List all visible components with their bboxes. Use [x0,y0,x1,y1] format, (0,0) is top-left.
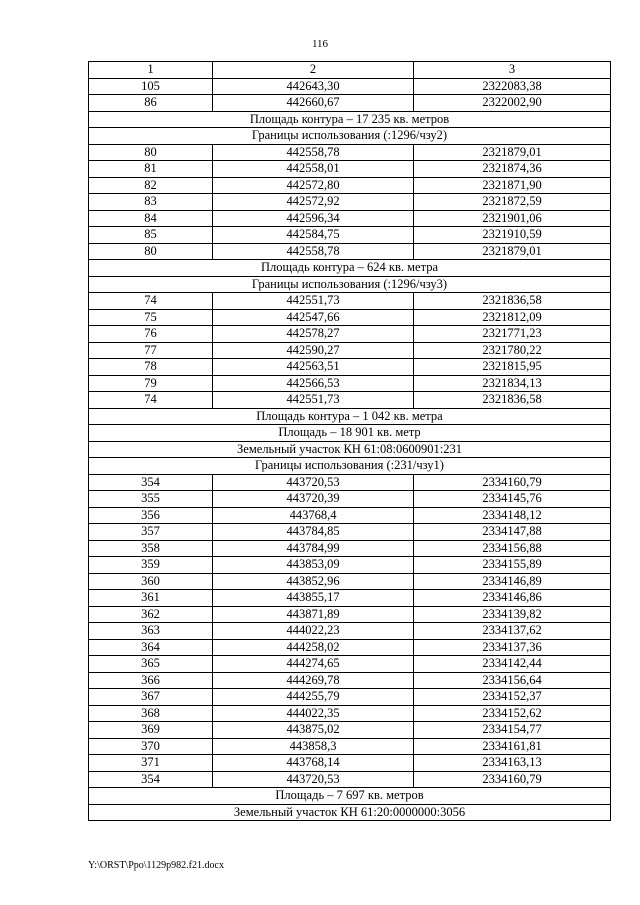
point-number-cell: 83 [89,194,213,211]
y-coordinate-cell: 2334137,36 [414,639,611,656]
y-coordinate-cell: 2321874,36 [414,161,611,178]
point-number-cell: 78 [89,359,213,376]
point-number-cell: 77 [89,342,213,359]
y-coordinate-cell: 2321871,90 [414,177,611,194]
x-coordinate-cell: 442660,67 [213,95,414,112]
y-coordinate-cell: 2334155,89 [414,557,611,574]
y-coordinate-cell: 2334154,77 [414,722,611,739]
x-coordinate-cell: 442558,78 [213,144,414,161]
y-coordinate-cell: 2321910,59 [414,227,611,244]
point-number-cell: 105 [89,78,213,95]
x-coordinate-cell: 442547,66 [213,309,414,326]
table-row [89,293,611,310]
table-row [89,243,611,260]
point-number-cell: 354 [89,771,213,788]
header-cell-3: 3 [414,62,611,79]
y-coordinate-cell: 2334142,44 [414,656,611,673]
header-cell-2: 2 [213,62,414,79]
table-row [89,656,611,673]
point-number-cell: 360 [89,573,213,590]
y-coordinate-cell: 2334147,88 [414,524,611,541]
table-row [89,540,611,557]
table-row [89,491,611,508]
x-coordinate-cell: 442643,30 [213,78,414,95]
point-number-cell: 363 [89,623,213,640]
summary-cell: Площадь контура – 624 кв. метра [89,260,611,277]
x-coordinate-cell: 443720,53 [213,474,414,491]
y-coordinate-cell: 2334145,76 [414,491,611,508]
summary-cell-row [89,788,611,805]
table-row [89,342,611,359]
point-number-cell: 79 [89,375,213,392]
x-coordinate-cell: 442566,53 [213,375,414,392]
summary-cell-row [89,260,611,277]
point-number-cell: 371 [89,755,213,772]
x-coordinate-cell: 443784,99 [213,540,414,557]
point-number-cell: 357 [89,524,213,541]
table-row [89,557,611,574]
x-coordinate-cell: 443875,02 [213,722,414,739]
y-coordinate-cell: 2334160,79 [414,474,611,491]
table-header-row [89,62,611,79]
point-number-cell: 81 [89,161,213,178]
table-row [89,210,611,227]
table-row [89,227,611,244]
y-coordinate-cell: 2321836,58 [414,293,611,310]
file-path-footer: Y:\ORST\Ppo\1129p982.f21.docx [88,860,224,871]
summary-cell: Земельный участок КН 61:20:0000000:3056 [89,804,611,821]
y-coordinate-cell: 2334148,12 [414,507,611,524]
x-coordinate-cell: 444022,35 [213,705,414,722]
y-coordinate-cell: 2321879,01 [414,243,611,260]
table-row [89,639,611,656]
y-coordinate-cell: 2321771,23 [414,326,611,343]
point-number-cell: 86 [89,95,213,112]
header-cell-1: 1 [89,62,213,79]
x-coordinate-cell: 444022,23 [213,623,414,640]
y-coordinate-cell: 2321815,95 [414,359,611,376]
point-number-cell: 74 [89,293,213,310]
y-coordinate-cell: 2334156,88 [414,540,611,557]
x-coordinate-cell: 442551,73 [213,392,414,409]
point-number-cell: 354 [89,474,213,491]
table-row [89,722,611,739]
summary-cell: Земельный участок КН 61:08:0600901:231 [89,441,611,458]
y-coordinate-cell: 2321780,22 [414,342,611,359]
point-number-cell: 75 [89,309,213,326]
x-coordinate-cell: 443784,85 [213,524,414,541]
x-coordinate-cell: 443858,3 [213,738,414,755]
table-row [89,672,611,689]
point-number-cell: 361 [89,590,213,607]
x-coordinate-cell: 443768,4 [213,507,414,524]
y-coordinate-cell: 2334139,82 [414,606,611,623]
y-coordinate-cell: 2334152,62 [414,705,611,722]
y-coordinate-cell: 2321901,06 [414,210,611,227]
table-row [89,474,611,491]
y-coordinate-cell: 2334137,62 [414,623,611,640]
section-title-row [89,128,611,145]
section-title-row [89,458,611,475]
section-title-row [89,276,611,293]
x-coordinate-cell: 444258,02 [213,639,414,656]
y-coordinate-cell: 2334152,37 [414,689,611,706]
x-coordinate-cell: 443768,14 [213,755,414,772]
point-number-cell: 80 [89,243,213,260]
y-coordinate-cell: 2321812,09 [414,309,611,326]
table-row [89,606,611,623]
table-row [89,309,611,326]
table-row [89,392,611,409]
table-row [89,590,611,607]
page-number: 116 [311,38,329,50]
point-number-cell: 366 [89,672,213,689]
x-coordinate-cell: 443853,09 [213,557,414,574]
point-number-cell: 74 [89,392,213,409]
table-row [89,623,611,640]
x-coordinate-cell: 442558,01 [213,161,414,178]
point-number-cell: 364 [89,639,213,656]
x-coordinate-cell: 442551,73 [213,293,414,310]
table-row [89,359,611,376]
x-coordinate-cell: 443871,89 [213,606,414,623]
x-coordinate-cell: 444274,65 [213,656,414,673]
summary-cell: Площадь – 7 697 кв. метров [89,788,611,805]
x-coordinate-cell: 442590,27 [213,342,414,359]
summary-cell-row [89,441,611,458]
point-number-cell: 367 [89,689,213,706]
table-row [89,771,611,788]
y-coordinate-cell: 2321836,58 [414,392,611,409]
table-row [89,689,611,706]
x-coordinate-cell: 442578,27 [213,326,414,343]
table-row [89,144,611,161]
y-coordinate-cell: 2334161,81 [414,738,611,755]
point-number-cell: 359 [89,557,213,574]
summary-cell: Площадь – 18 901 кв. метр [89,425,611,442]
x-coordinate-cell: 444269,78 [213,672,414,689]
table-row [89,755,611,772]
x-coordinate-cell: 442596,34 [213,210,414,227]
table-row [89,194,611,211]
y-coordinate-cell: 2321879,01 [414,144,611,161]
x-coordinate-cell: 443720,53 [213,771,414,788]
x-coordinate-cell: 443720,39 [213,491,414,508]
summary-cell-row [89,111,611,128]
y-coordinate-cell: 2334163,13 [414,755,611,772]
x-coordinate-cell: 444255,79 [213,689,414,706]
point-number-cell: 365 [89,656,213,673]
section-title: Границы использования (:1296/чзу3) [89,276,611,293]
y-coordinate-cell: 2334160,79 [414,771,611,788]
point-number-cell: 85 [89,227,213,244]
summary-cell-row [89,408,611,425]
point-number-cell: 356 [89,507,213,524]
table-row [89,524,611,541]
point-number-cell: 76 [89,326,213,343]
summary-cell: Площадь контура – 17 235 кв. метров [89,111,611,128]
y-coordinate-cell: 2321834,13 [414,375,611,392]
table-row [89,326,611,343]
table-row [89,177,611,194]
y-coordinate-cell: 2321872,59 [414,194,611,211]
point-number-cell: 368 [89,705,213,722]
x-coordinate-cell: 442558,78 [213,243,414,260]
x-coordinate-cell: 442572,80 [213,177,414,194]
summary-cell: Площадь контура – 1 042 кв. метра [89,408,611,425]
coordinates-table [88,61,611,821]
section-title: Границы использования (:1296/чзу2) [89,128,611,145]
table-row [89,507,611,524]
point-number-cell: 362 [89,606,213,623]
point-number-cell: 358 [89,540,213,557]
point-number-cell: 369 [89,722,213,739]
x-coordinate-cell: 442563,51 [213,359,414,376]
y-coordinate-cell: 2334146,89 [414,573,611,590]
x-coordinate-cell: 442572,92 [213,194,414,211]
summary-cell-row [89,804,611,821]
coordinates-table-body [89,62,611,821]
y-coordinate-cell: 2334146,86 [414,590,611,607]
table-row [89,375,611,392]
table-row [89,705,611,722]
table-row [89,738,611,755]
section-title: Границы использования (:231/чзу1) [89,458,611,475]
x-coordinate-cell: 443852,96 [213,573,414,590]
table-row [89,78,611,95]
point-number-cell: 370 [89,738,213,755]
table-row [89,95,611,112]
y-coordinate-cell: 2334156,64 [414,672,611,689]
point-number-cell: 84 [89,210,213,227]
point-number-cell: 80 [89,144,213,161]
point-number-cell: 82 [89,177,213,194]
x-coordinate-cell: 442584,75 [213,227,414,244]
summary-cell-row [89,425,611,442]
x-coordinate-cell: 443855,17 [213,590,414,607]
point-number-cell: 355 [89,491,213,508]
y-coordinate-cell: 2322002,90 [414,95,611,112]
table-row [89,573,611,590]
table-row [89,161,611,178]
y-coordinate-cell: 2322083,38 [414,78,611,95]
